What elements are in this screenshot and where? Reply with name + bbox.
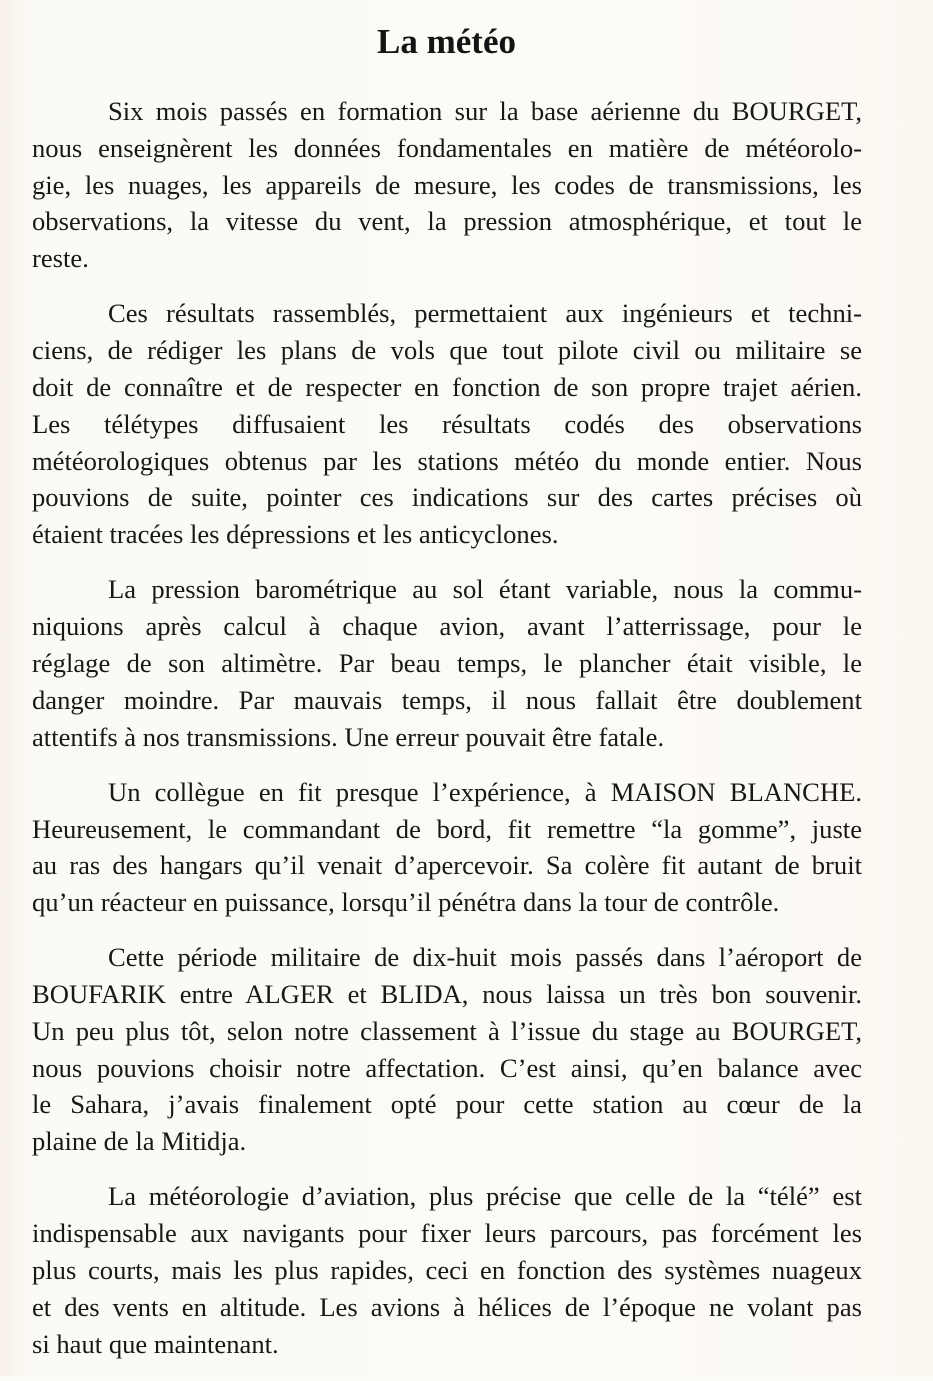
text-line: nous enseignèrent les données fondamentales en matière de météorolo- bbox=[32, 132, 862, 163]
text-line: si haut que maintenant. bbox=[32, 1328, 279, 1359]
text-line: Heureusement, le commandant de bord, fit remettre “la gomme”, juste bbox=[32, 813, 862, 844]
text-line: La météorologie d’aviation, plus précise que celle de la “télé” est bbox=[108, 1181, 862, 1212]
text-line: Ces résultats rassemblés, permettaient aux ingénieurs et techni- bbox=[108, 298, 862, 329]
text-line: observations, la vitesse du vent, la pression atmosphérique, et tout le bbox=[32, 206, 862, 237]
paragraph-1 bbox=[32, 93, 862, 277]
text-line: le Sahara, j’avais finalement opté pour cette station au cœur de la bbox=[32, 1089, 862, 1120]
text-line: ciens, de rédiger les plans de vols que tout pilote civil ou militaire se bbox=[32, 335, 862, 366]
text-line: nous pouvions choisir notre affectation. C’est ainsi, qu’en balance avec bbox=[32, 1052, 862, 1083]
text-line: au ras des hangars qu’il venait d’apercevoir. Sa colère fit autant de bruit bbox=[32, 850, 862, 881]
paragraph-4 bbox=[32, 774, 862, 921]
text-line: Un peu plus tôt, selon notre classement à l’issue du stage au BOURGET, bbox=[32, 1015, 862, 1046]
text-line: niquions après calcul à chaque avion, avant l’atterrissage, pour le bbox=[32, 611, 862, 642]
text-line: plaine de la Mitidja. bbox=[32, 1126, 247, 1157]
text-line: et des vents en altitude. Les avions à hélices de l’époque ne volant pas bbox=[32, 1291, 862, 1322]
text-line: attentifs à nos transmissions. Une erreur pouvait être fatale. bbox=[32, 721, 665, 752]
text-line: météorologiques obtenus par les stations météo du monde entier. Nous bbox=[32, 445, 862, 476]
text-line: pouvions de suite, pointer ces indications sur des cartes précises où bbox=[32, 482, 862, 513]
text-line: qu’un réacteur en puissance, lorsqu’il pénétra dans la tour de contrôle. bbox=[32, 887, 780, 918]
text-line: Un collègue en fit presque l’expérience, à MAISON BLANCHE. bbox=[108, 776, 862, 807]
text-line: plus courts, mais les plus rapides, ceci en fonction des systèmes nuageux bbox=[32, 1255, 862, 1286]
text-line: Les télétypes diffusaient les résultats codés des observations bbox=[32, 408, 862, 439]
text-line: danger moindre. Par mauvais temps, il nous fallait être doublement bbox=[32, 684, 862, 715]
text-line: reste. bbox=[32, 243, 89, 274]
text-line: BOUFARIK entre ALGER et BLIDA, nous laissa un très bon souvenir. bbox=[32, 979, 862, 1010]
text-line: La pression barométrique au sol étant variable, nous la commu- bbox=[108, 574, 862, 605]
text-line: étaient tracées les dépressions et les anticyclones. bbox=[32, 519, 559, 550]
page-title: La météo bbox=[377, 22, 516, 61]
text-line: réglage de son altimètre. Par beau temps, le plancher était visible, le bbox=[32, 647, 862, 678]
text-line: Cette période militaire de dix-huit mois passés dans l’aéroport de bbox=[108, 942, 862, 973]
paragraph-5 bbox=[32, 939, 862, 1160]
text-line: Six mois passés en formation sur la base aérienne du BOURGET, bbox=[108, 96, 862, 126]
paragraph-3 bbox=[32, 571, 862, 755]
text-line: gie, les nuages, les appareils de mesure, les codes de transmissions, les bbox=[32, 169, 862, 200]
body-text bbox=[32, 93, 862, 1381]
paragraph-2 bbox=[32, 295, 862, 553]
text-line: indispensable aux navigants pour fixer leurs parcours, pas forcément les bbox=[32, 1218, 862, 1249]
text-line: doit de connaître et de respecter en fonction de son propre trajet aérien. bbox=[32, 371, 862, 402]
paragraph-6 bbox=[32, 1178, 862, 1362]
